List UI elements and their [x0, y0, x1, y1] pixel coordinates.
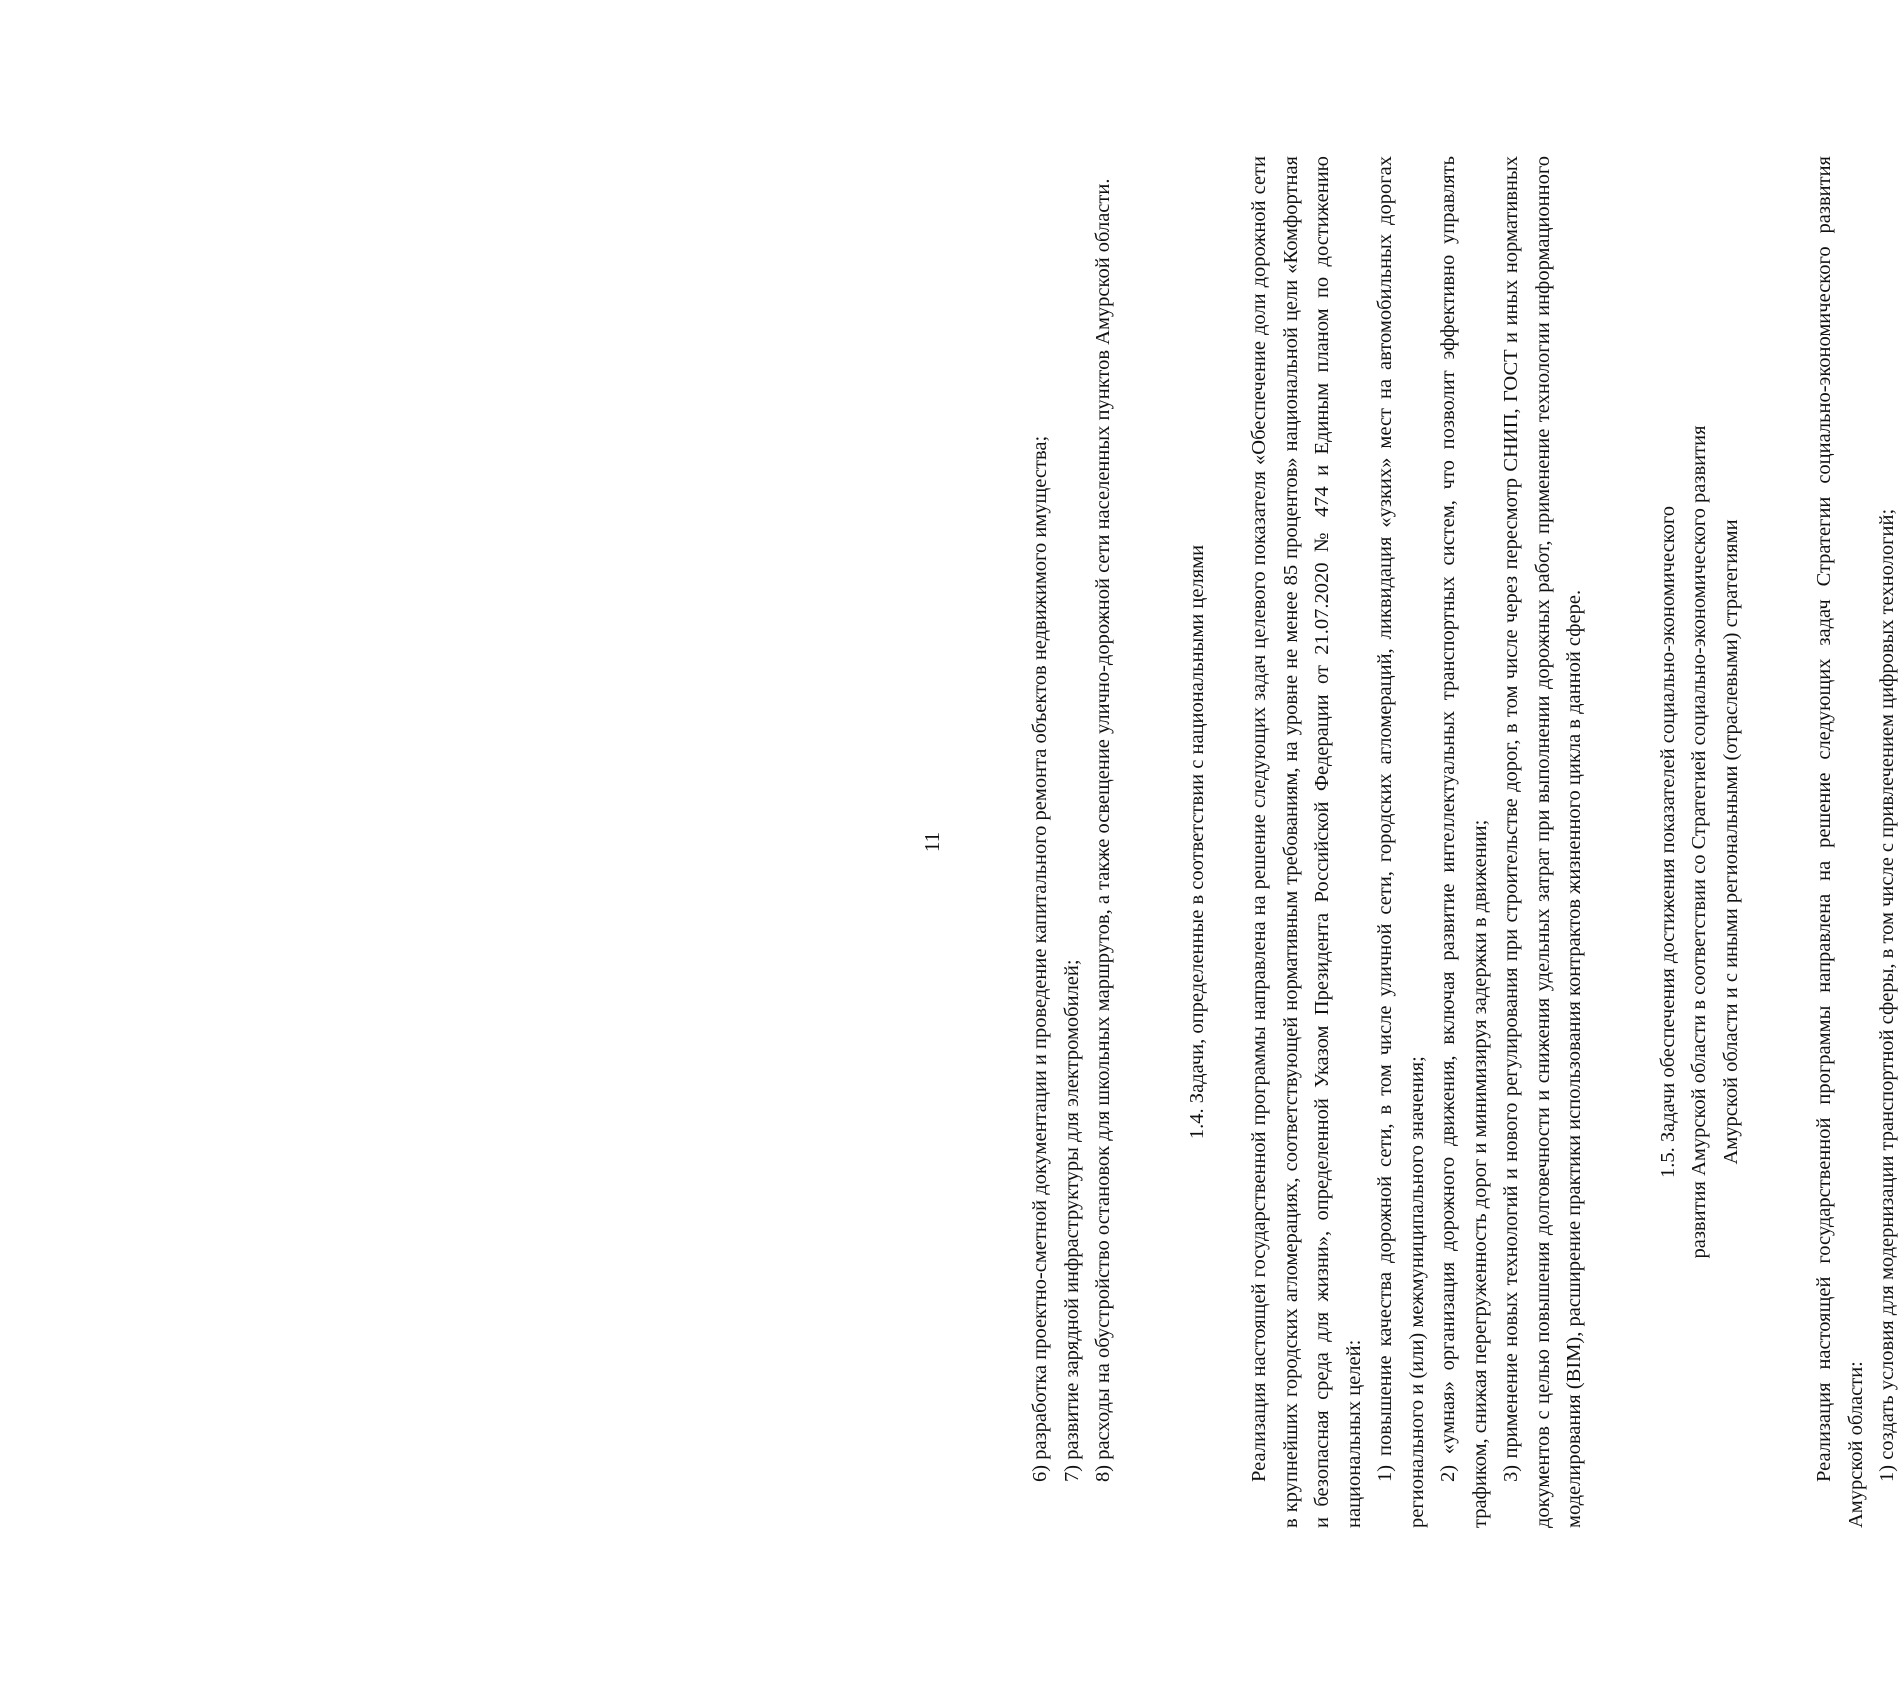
section-1-4-intro: Реализация настоящей государственной программы направлена на решение следующих задач целевого показателя «Обеспечение доли дорожной сети в крупнейших городских агломерациях, соответствующей нормативным требованиям, на уровне не менее 85 процентов» национальной цели «Комфортная и безопасная среда для жизни», определенной Указом Президента Российской Федерации от 21.07.2020 № 474 и Единым планом по достижению национальных целей: [1248, 156, 1365, 1528]
section-heading-1-5-line-1: 1.5. Задачи обеспечения достижения показателей социально-экономического [1656, 505, 1679, 1179]
spacer [1120, 156, 1182, 1528]
list-item-7: 7) развитие зарядной инфраструктуры для электромобилей; [1060, 959, 1083, 1482]
list-item-8: 8) расходы на обустройство остановок для школьных маршрутов, а также освещение улично-дорожной сети населенных пунктов Амурской области. [1092, 178, 1114, 1482]
section-heading-1-5-line-3: Амурской области и с иными региональными (отраслевыми) стратегиями [1719, 519, 1742, 1165]
section-1-4-item-3: 3) применение новых технологий и нового регулирования при строительстве дорог, в том числе через пересмотр СНИП, ГОСТ и иных нормативных документов с целью повышения долговечности и снижения удельных затрат при выполнении дорожных работ, применение технологии информационного моделирования (BIM), расширение практики использования контрактов жизненного цикла в данной сфере. [1500, 156, 1585, 1528]
section-1-4-item-1: 1) повышение качества дорожной сети, в том числе уличной сети, городских агломераций, ликвидация «узких» мест на автомобильных дорогах регионального и (или) межмуниципального значения; [1374, 156, 1428, 1528]
rotated-page-content [920, 156, 1898, 1528]
spacer [1213, 156, 1244, 1528]
section-1-5-item-1: 1) создать условия для модернизации транспортной сферы, в том числе с привлечением цифровых технологий; [1876, 508, 1898, 1482]
section-heading-1-5-line-2: развития Амурской области в соответствии со Стратегией социально-экономического развития [1688, 425, 1710, 1259]
page-number: 11 [920, 831, 944, 853]
section-1-4-item-2: 2) «умная» организация дорожного движения, включая развитие интеллектуальных транспортных систем, что позволит эффективно управлять трафиком, снижая перегруженность дорог и минимизируя задержки в движении; [1437, 156, 1491, 1528]
list-item-6: 6) разработка проектно-сметной документации и проведение капитального ремонта объектов недвижимого имущества; [1029, 435, 1051, 1482]
spacer [1747, 156, 1809, 1528]
section-1-5-intro: Реализация настоящей государственной программы направлена на решение следующих задач Стратегии социально-экономического развития Амурской области: [1813, 156, 1867, 1528]
spacer [1591, 156, 1653, 1528]
section-heading-1-4: 1.4. Задачи, определенные в соответствии с национальными целями [1185, 544, 1208, 1140]
